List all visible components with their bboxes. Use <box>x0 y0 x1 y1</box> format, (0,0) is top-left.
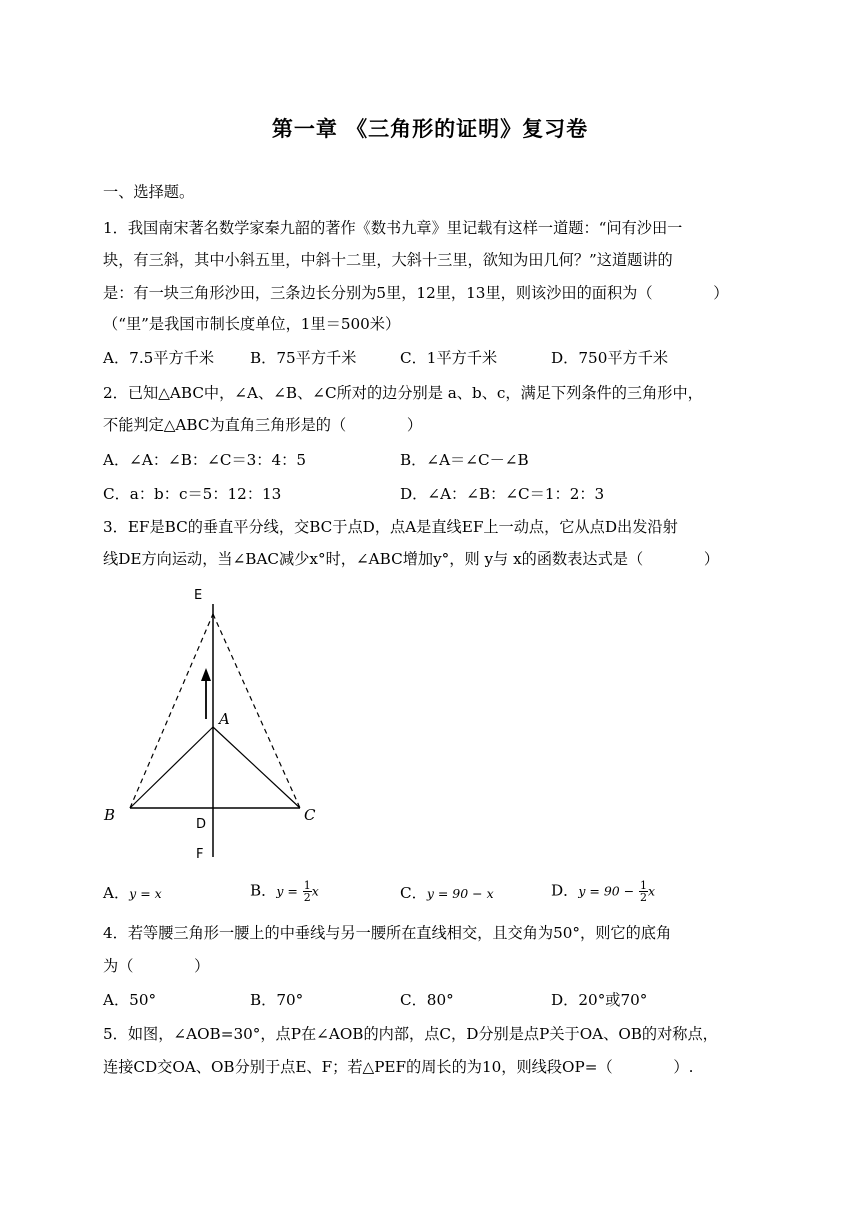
question-5-line-1: 5．如图，∠AOB=30°，点P在∠AOB的内部，点C，D分别是点P关于OA、OB的对称点， <box>103 1025 718 1043</box>
question-2-option-d: D．∠A：∠B：∠C＝1：2：3 <box>400 485 605 503</box>
label-b: B <box>104 806 116 824</box>
question-4-option-c: C．80° <box>400 991 454 1009</box>
arrow-up-icon <box>201 668 211 681</box>
question-1-option-b: B．75平方千米 <box>250 349 357 367</box>
fraction-one-half: $\frac{1}{2}$ <box>303 879 311 904</box>
question-1-line-4: （“里”是我国市制长度单位，1里＝500米） <box>103 315 401 333</box>
label-d: D <box>196 817 207 832</box>
question-1-line-3: 是：有一块三角形沙田，三条边长分别为5里，12里，13里，则该沙田的面积为（ ） <box>103 284 729 302</box>
question-1-option-c: C．1平方千米 <box>400 349 498 367</box>
question-3-option-a: A．y = x <box>103 884 162 902</box>
triangle-figure <box>100 582 330 867</box>
question-2-line-2: 不能判定△ABC为直角三角形是的（ ） <box>103 416 423 434</box>
question-2-option-b: B．∠A＝∠C－∠B <box>400 451 529 469</box>
segment-ab <box>130 727 213 808</box>
question-2-option-a: A．∠A：∠B：∠C＝3：4：5 <box>103 451 307 469</box>
label-e: E <box>194 588 203 603</box>
question-3-option-b: B．y = $\frac{1}{2}$ x <box>250 879 319 904</box>
question-1-line-2: 块，有三斜，其中小斜五里，中斜十二里，大斜十三里，欲知为田几何？”这道题讲的 <box>103 251 673 269</box>
question-5-line-2: 连接CD交OA、OB分别于点E、F；若△PEF的周长的为10，则线段OP=（ ）. <box>103 1058 694 1076</box>
label-c: C <box>304 806 316 824</box>
question-1-line-1: 1．我国南宋著名数学家秦九韶的著作《数书九章》里记载有这样一道题：“问有沙田一 <box>103 219 683 237</box>
question-4-option-a: A．50° <box>103 991 157 1009</box>
question-3-line-1: 3．EF是BC的垂直平分线，交BC于点D，点A是直线EF上一动点，它从点D出发沿射 <box>103 518 678 536</box>
label-a: A <box>219 710 230 728</box>
question-3-line-2: 线DE方向运动，当∠BAC减少x°时，∠ABC增加y°，则 y与 x的函数表达式是（ ） <box>103 550 720 568</box>
question-3-option-d: D．y = 90 − $\frac{1}{2}$ x <box>551 879 656 904</box>
question-4-line-1: 4．若等腰三角形一腰上的中垂线与另一腰所在直线相交，且交角为50°，则它的底角 <box>103 924 672 942</box>
page-title: 第一章 《三角形的证明》复习卷 <box>271 117 589 141</box>
label-f: F <box>196 847 204 862</box>
question-2-option-c: C．a：b：c＝5：12：13 <box>103 485 282 503</box>
section-heading: 一、选择题。 <box>103 183 195 201</box>
dashed-line-left <box>130 614 213 808</box>
question-4-line-2: 为（ ） <box>103 957 210 975</box>
question-2-line-1: 2．已知△ABC中，∠A、∠B、∠C所对的边分别是 a、b、c，满足下列条件的三角形中， <box>103 384 703 402</box>
question-4-option-d: D．20°或70° <box>551 991 648 1009</box>
question-4-option-b: B．70° <box>250 991 304 1009</box>
segment-ac <box>213 727 300 808</box>
question-3-option-c: C．y = 90 − x <box>400 884 494 902</box>
fraction-one-half: $\frac{1}{2}$ <box>640 879 648 904</box>
question-1-option-d: D．750平方千米 <box>551 349 669 367</box>
question-1-option-a: A．7.5平方千米 <box>103 349 215 367</box>
